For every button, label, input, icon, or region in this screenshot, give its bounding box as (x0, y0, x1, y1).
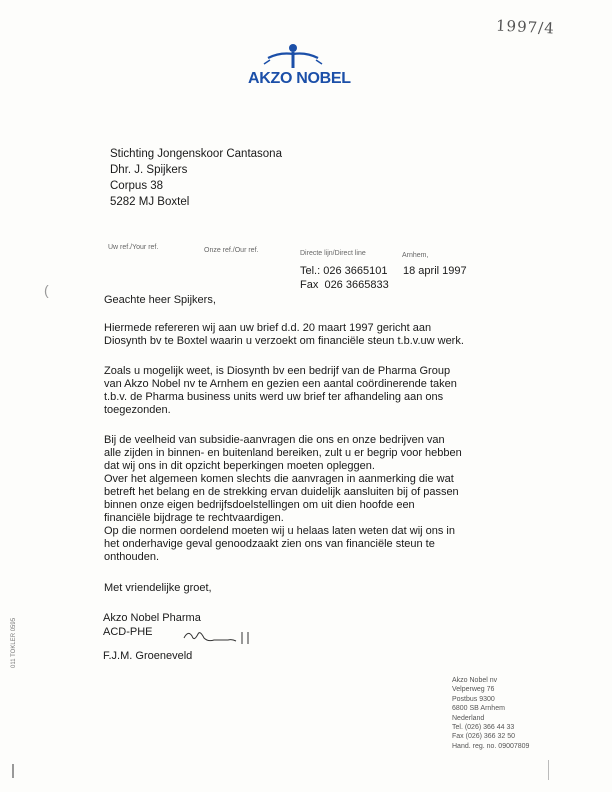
company-line: Hand. reg. no. 09007809 (452, 742, 530, 750)
letter-date: 18 april 1997 (403, 265, 467, 277)
addressee-person: Dhr. J. Spijkers (110, 164, 188, 176)
salutation: Geachte heer Spijkers, (104, 294, 216, 306)
akzo-nobel-logo (238, 42, 351, 97)
ref-your: Uw ref./Your ref. (108, 244, 159, 251)
contact-tel: Tel.: 026 3665101 (300, 265, 388, 277)
edge-mark (548, 760, 549, 780)
company-line: Fax (026) 366 32 50 (452, 733, 516, 741)
addressee-org: Stichting Jongenskoor Cantasona (110, 148, 282, 160)
closing: Met vriendelijke groet, (104, 582, 212, 594)
paragraph-2: Zoals u mogelijk weet, is Diosynth bv een bedrijf van de Pharma Group van Akzo Nobel nv te Arnhem en gezien een aantal coördinerende taken t.b.v. de Pharma business units werd uw brief ter afhandeling aan ons toegezonden. (104, 365, 457, 416)
company-info (452, 676, 529, 751)
handwritten-signature (180, 628, 260, 648)
company-line: Tel. (026) 366 44 33 (452, 724, 515, 732)
company-line: 6800 SB Arnhem (452, 705, 505, 713)
paragraph-4: Over het algemeen komen slechts die aanvragen in aanmerking die wat betreft het belang en de strekking ervan duidelijk aansluiten bij of passen binnen onze eigen bedrijfsdoelstellingen om uit dien hoofde een financiële bijdrage te rechtvaardigen. (104, 473, 459, 524)
sender-company: Akzo Nobel Pharma (103, 612, 201, 624)
contact-fax: Fax 026 3665833 (300, 279, 389, 291)
punch-mark: ( (44, 282, 49, 298)
paragraph-5: Op die normen oordelend moeten wij u helaas laten weten dat wij ons in het onderhavige geval genoodzaakt zien ons van financiële steun te onthouden. (104, 525, 455, 563)
logo-figure-icon (238, 42, 348, 72)
ref-direct-line: Directe lijn/Direct line (300, 250, 366, 257)
contact-block (300, 264, 389, 292)
addressee-block (110, 146, 282, 210)
addressee-city: 5282 MJ Boxtel (110, 196, 190, 208)
logo-text: AKZO NOBEL (248, 70, 351, 87)
letter-body (104, 294, 464, 595)
paragraph-3: Bij de veelheid van subsidie-aanvragen die ons en onze bedrijven van alle zijden in binnen- en buitenland bereiken, zult u er begrip voor hebben dat wij ons in dit opzicht beperkingen moeten opleggen. (104, 434, 462, 472)
paragraph-1: Hiermede refereren wij aan uw brief d.d. 20 maart 1997 gericht aan Diosynth bv te Boxtel waarin u verzoekt om financiële steun t.b.v.uw werk. (104, 322, 464, 347)
handwritten-note: 1997/4 (495, 16, 556, 38)
company-line: Nederland (452, 714, 485, 722)
sender-dept: ACD-PHE (103, 625, 153, 638)
ref-place: Arnhem, (402, 252, 429, 259)
spine-code: 011 TOKLER 0595 (11, 617, 17, 668)
addressee-street: Corpus 38 (110, 180, 164, 192)
edge-mark (12, 764, 14, 778)
sender-name: F.J.M. Groeneveld (103, 650, 193, 662)
ref-our: Onze ref./Our ref. (204, 247, 259, 254)
company-line: Velperweg 76 (452, 686, 495, 694)
company-line: Postbus 9300 (452, 695, 495, 703)
company-line: Akzo Nobel nv (452, 677, 498, 684)
